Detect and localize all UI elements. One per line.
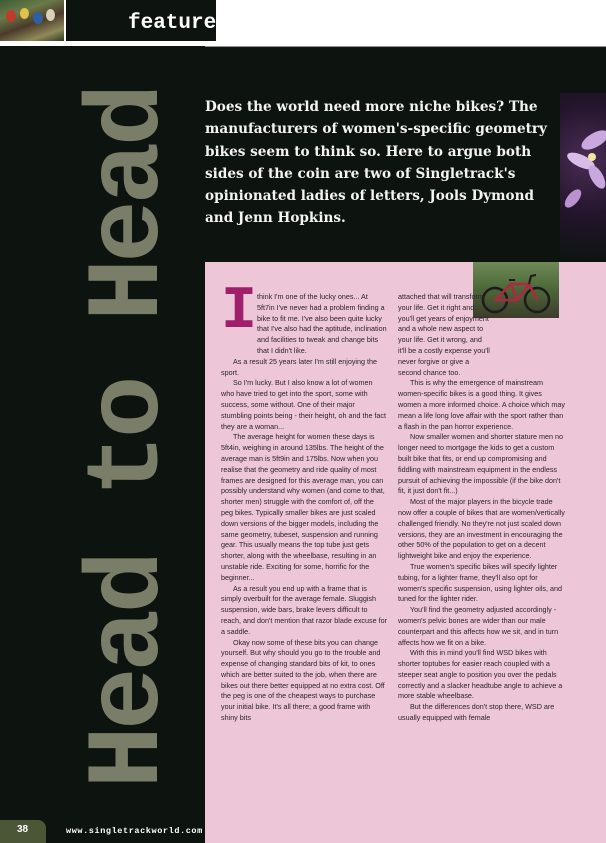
article-column-1 [221,292,387,724]
article-column-2 [398,292,566,724]
paragraph: Okay now some of these bits you can change yourself. But why should you go to the trouble and expense of changing standard bits of kit, to ones which are better suited to the job, when there are bikes out there better equipped at no extra cost. Off the peg is one of the cheapest ways to purchase your initial bike. It's all there; a good frame with shiny bits [221,637,385,723]
paragraph: As a result you end up with a frame that is simply overbuilt for the average female. Sluggish suspension, wide bars, brake levers difficult to reach, and don't mention that razor blade excuse for a saddle. [221,583,387,636]
paragraph: The average height for women these days is 5ft4in, weighing in around 135lbs. The height of the average man is 5ft9in and 175lbs. Now when you realise that the geometry and ride quality of most frames are designed for this average man, you can possibly understand why women (and come to that, shorter men) struggle with the comfort of, off the peg bikes. Typically smaller bikes are just scaled down versions of the bigger models, including the same geometry, tubeset, suspension and running gear. This usually means the top tube just gets shorter, along with the wheelbase, resulting in an unstable ride. Exciting for some, horrific for the beginner... [221,432,385,582]
paragraph: With this in mind you'll find WSD bikes with shorter toptubes for easier reach coupled with a steeper seat angle to position you over the pedals correctly and a slacker headtube angle to achieve a more stable wheelbase. [398,648,563,701]
vertical-title [60,88,200,788]
subsection-label: HEAD TO HEAD [230,26,315,37]
paragraph: think I'm one of the lucky ones... At 5ft7in I've never had a problem finding a bike to fit me. I've also been quite lucky that I've also had the aptitude, inclination and facilities to tweak and change bits that I didn't like. [257,292,387,355]
section-label: feature [128,12,217,35]
paragraph: This is why the emergence of mainstream women-specific bikes is a good thing. It gives women a more informed choice. A choice which may mean a life long love affair with the sport rather than a flash in the pan horror experience. [398,378,565,431]
paragraph: attached that will transform your life. Get it right and you'll get years of enjoyment and a whole new aspect to your life. Get it wrong, and it'll be a costly expense you'll never forgive or give a second chance too. [398,292,490,377]
drop-cap-letter: I [221,278,258,346]
intro-standfirst: Does the world need more niche bikes? The manufacturers of women's-specific geometry bikes seem to think so. Here to argue both sides of the coin are two of Singletrack's opinionated ladies of letters, Jools Dymond and Jenn Hopkins. [205,99,547,227]
flower-photo [560,93,606,258]
paragraph: As a result 25 years later I'm still enjoying the sport. [221,356,377,377]
website-url: www.singletrackworld.com [66,826,203,836]
paragraph: True women's specific bikes will specify lighter tubing, for a lighter frame, they'll also opt for women's specific suspension, using lighter oils, and tuned for the lighter rider. [398,561,562,604]
page-number: 38 [17,824,29,835]
riders-photo [0,0,64,41]
paragraph: Now smaller women and shorter stature men no longer need to mortgage the kids to get a custom built bike that fits, or end up compromising and fiddling with mainstream equipment in the endless pursuit of achieving the impossible (if the bike don't fit, it just don't fit...) [398,432,564,496]
header-divider [205,46,606,47]
vertical-title-text: Head to Head [71,87,189,789]
paragraph: You'll find the geometry adjusted accordingly - women's pelvic bones are wider than our male counterpart and this affects how we sit, and in turn affects how we fit on a bike. [398,605,559,647]
paragraph: So I'm lucky. But I also know a lot of women who have tried to get into the sport, some with success, some without. One of their major stumbling points being - their height, oh and the fact they are a woman... [221,378,387,431]
paragraph: Most of the major players in the bicycle trade now offer a couple of bikes that are women/vertically challenged friendly. No they're not just scaled down versions, they are an investment in encouraging the other 50% of the population to get on a decent lightweight bike and enjoy the experience. [398,497,565,561]
paragraph: But the differences don't stop there, WSD are usually equipped with female [398,702,555,723]
